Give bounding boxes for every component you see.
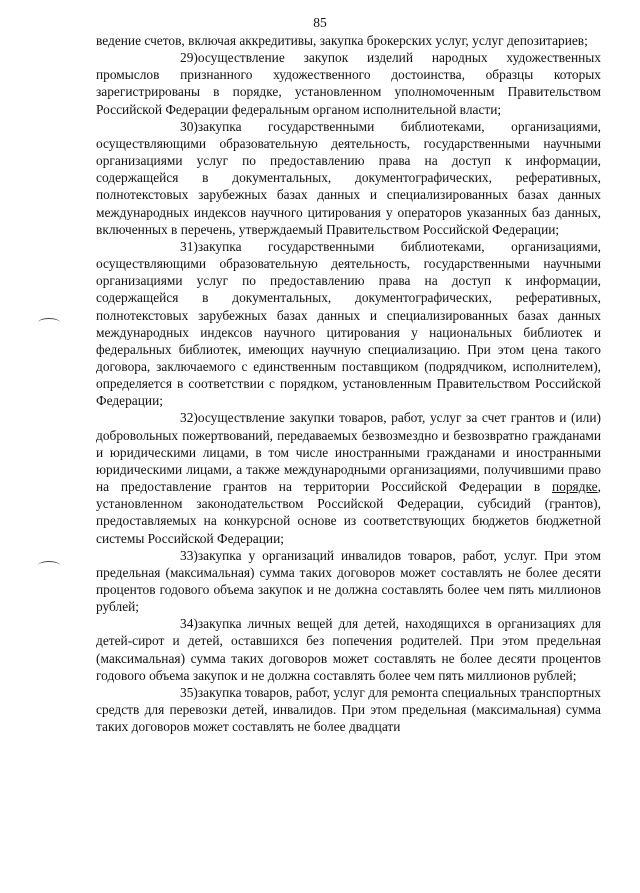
item-text: закупка государственными библиотеками, организациями, осуществляющими образовательную деятельность, государственными научными организациями услуг по предоставлению права на доступ к информации, содержащейся в документальных, документографических, реферативных, полнотекстовых зарубежных базах данных и специализированных базах данных международных индексов научного цитирования у национальных библиотек и федеральных библиотек, имеющих научную специализацию. При этом цена такого договора, заключаемого с единственным поставщиком (подрядчиком, исполнителем), определяется в соответствии с порядком, установленным Правительством Российской Федерации; (96, 238, 601, 409)
item-text: осуществление закупки товаров, работ, услуг за счет грантов и (или) добровольных пожертвований, передаваемых безвозмездно и безвозвратно гражданами и юридическими лицами, в том числе иностранными гражданами и иностранными юридическими лицами, а также международными организациями, получившими право на предоставление грантов на территории Российской Федерации в (96, 410, 601, 495)
item-number: 31) (180, 238, 198, 254)
margin-mark (38, 318, 60, 327)
item-text-continued: , установленном законодательством Российской Федерации, субсидий (грантов), предоставляемых на конкурсной основе из соответствующих бюджетов бюджетной системы Российской Федерации; (96, 479, 601, 546)
intro-paragraph: ведение счетов, включая аккредитивы, закупка брокерских услуг, услуг депозитариев; (96, 33, 588, 48)
item-number: 35) (180, 684, 198, 700)
document-body (96, 32, 601, 735)
list-item-33 (96, 547, 601, 616)
page-number: 85 (313, 15, 327, 30)
item-text: осуществление закупок изделий народных художественных промыслов признанного художественного достоинства, образцы которых зарегистрированы в порядке, установленном уполномоченным Правительством Российской Федерации федеральным органом исполнительной власти; (96, 50, 601, 117)
item-number: 32) (180, 410, 198, 426)
procedure-link[interactable]: порядке (551, 479, 598, 495)
item-text: закупка товаров, работ, услуг для ремонта специальных транспортных средств для перевозки детей, инвалидов. При этом предельная (максимальная) сумма таких договоров может составлять не более двадцати (96, 684, 601, 735)
item-text: закупка у организаций инвалидов товаров, работ, услуг. При этом предельная (максимальная) сумма таких договоров может составлять не более десяти процентов годового объема закупок и не должна составлять более чем пять миллионов рублей; (96, 547, 601, 615)
item-number: 34) (180, 616, 198, 632)
list-item-31 (96, 238, 601, 410)
item-text: закупка личных вещей для детей, находящихся в организациях для детей-сирот и детей, оставшихся без попечения родителей. При этом предельная (максимальная) сумма таких договоров может составлять не более десяти процентов годового объема закупок и не должна составлять более чем пять миллионов рублей; (96, 616, 601, 683)
list-item-29 (96, 49, 601, 118)
list-item-32 (96, 409, 601, 546)
item-number: 29) (180, 50, 198, 66)
margin-mark (38, 561, 60, 570)
item-number: 33) (180, 547, 198, 563)
list-item-30 (96, 118, 601, 238)
list-item-35 (96, 684, 601, 735)
item-text: закупка государственными библиотеками, организациями, осуществляющими образовательную деятельность, государственными научными организациями услуг по предоставлению права на доступ к информации, содержащейся в документальных, документографических, реферативных, полнотекстовых зарубежных базах данных и специализированных базах данных международных индексов научного цитирования у операторов указанных баз данных, включенных в перечень, утверждаемый Правительством Российской Федерации; (96, 118, 601, 237)
list-item-34 (96, 615, 601, 684)
item-number: 30) (180, 118, 198, 134)
